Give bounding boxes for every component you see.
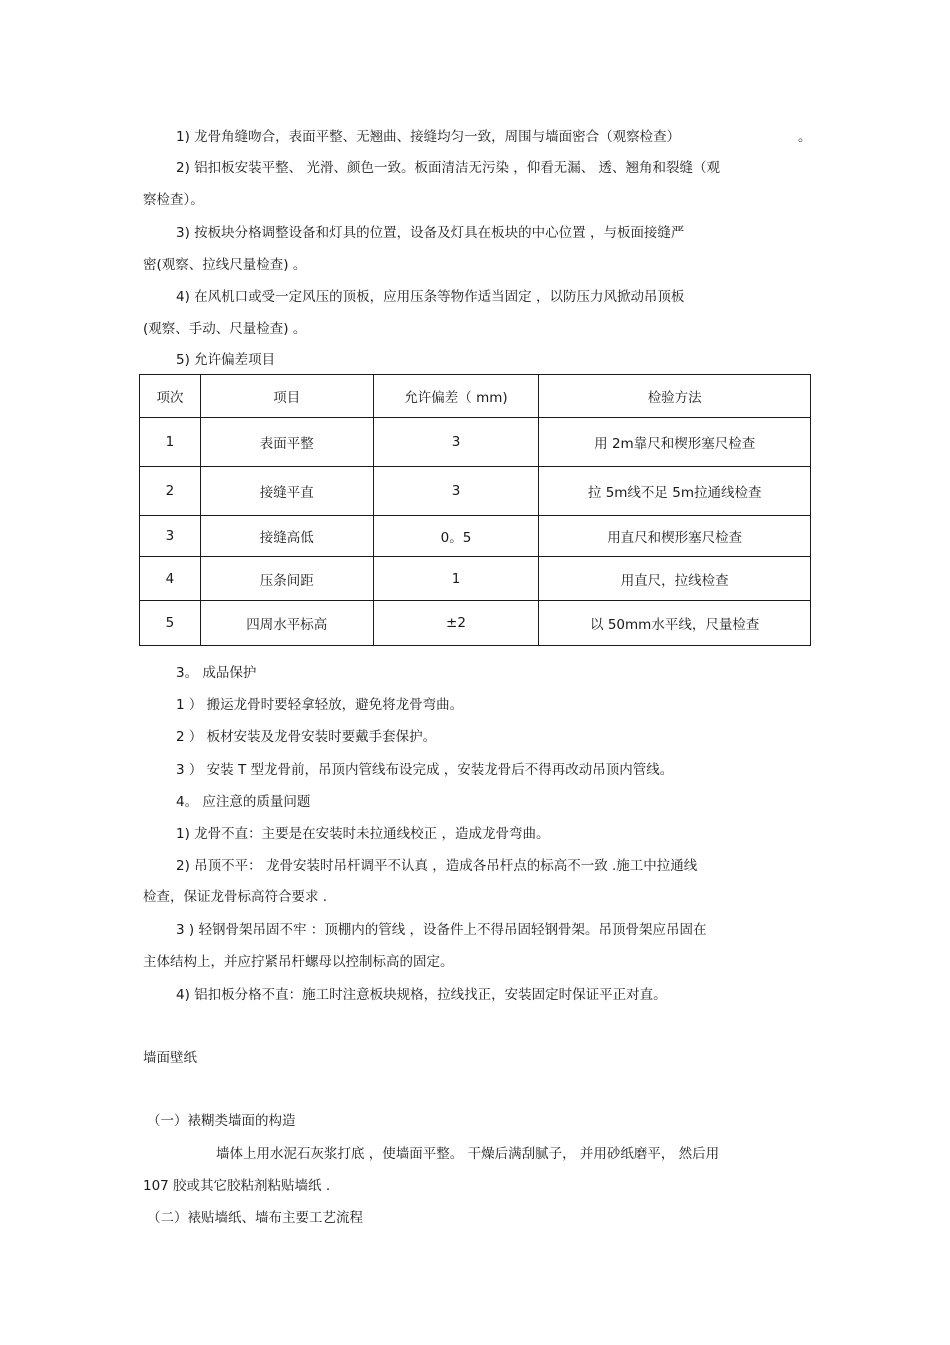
table-cell: 压条间距 [200,557,373,601]
protect-item-3: 3 ） 安装 T 型龙骨前，吊顶内管线布设完成 ，安装龙骨后不得再改动吊顶内管线。 [176,762,674,778]
table-header-row [140,375,811,418]
install-item-3: 3) 按板块分格调整设备和灯具的位置，设备及灯具在板块的中心位置 ，与板面接缝严 [176,225,685,241]
table-cell: 用直尺和楔形塞尺检查 [539,516,811,557]
tolerance-table [139,374,811,646]
protect-item-2: 2 ） 板材安装及龙骨安装时要戴手套保护。 [176,729,437,745]
wallpaper-heading: 墙面壁纸 [143,1050,197,1066]
header-cell: 检验方法 [539,375,811,418]
install-item-2: 2) 铝扣板安装平整、 光滑、颜色一致。板面清洁无污染 ，仰看无漏、 透、翘角和裂缝（观 [176,160,721,176]
table-cell: 5 [140,601,201,646]
quality-item-1: 1) 龙骨不直：主要是在安装时未拉通线校正 ，造成龙骨弯曲。 [176,826,550,842]
table-cell: 接缝高低 [200,516,373,557]
header-cell: 允许偏差（ mm) [373,375,539,418]
table-cell: 3 [140,516,201,557]
quality-item-2-cont: 检查，保证龙骨标高符合要求 . [143,889,328,905]
table-cell: 用 2m靠尺和楔形塞尺检查 [539,418,811,467]
table-cell: 用直尺，拉线检查 [539,557,811,601]
wallpaper-section-1-text-cont: 107 胶或其它胶粘剂粘贴墙纸 . [143,1178,331,1194]
section-quality-title: 4。 应注意的质量问题 [176,794,311,810]
protect-item-1: 1 ） 搬运龙骨时要轻拿轻放，避免将龙骨弯曲。 [176,697,464,713]
table-cell: 3 [373,467,539,516]
table-cell: 拉 5m线不足 5m拉通线检查 [539,467,811,516]
install-item-1-end: 。 [798,129,812,145]
wallpaper-section-1: （一）裱糊类墙面的构造 [147,1113,296,1129]
header-cell: 项次 [140,375,201,418]
install-item-3-cont: 密(观察、拉线尺量检查) 。 [143,257,307,273]
table-row [140,418,811,467]
table-row [140,516,811,557]
install-item-2-cont: 察检查）。 [143,192,204,208]
table-row [140,601,811,646]
table-cell: 1 [373,557,539,601]
table-cell: 2 [140,467,201,516]
table-cell: 表面平整 [200,418,373,467]
wallpaper-section-2: （二）裱贴墙纸、墙布主要工艺流程 [147,1210,363,1226]
quality-item-2: 2) 吊顶不平： 龙骨安装时吊杆调平不认真 ，造成各吊杆点的标高不一致 .施工中拉通线 [176,858,698,874]
wallpaper-section-1-text: 墙体上用水泥石灰浆打底 ，使墙面平整。 干燥后满刮腻子， 并用砂纸磨平， 然后用 [216,1146,720,1162]
install-item-5: 5) 允许偏差项目 [176,352,276,368]
quality-item-4: 4) 铝扣板分格不直：施工时注意板块规格，拉线找正，安装固定时保证平正对直。 [176,987,667,1003]
table-cell: 4 [140,557,201,601]
quality-item-3: 3 ) 轻钢骨架吊固不牢 ：顶棚内的管线 ，设备件上不得吊固轻钢骨架。吊顶骨架应吊固在 [176,922,707,938]
table-cell: 1 [140,418,201,467]
section-protect-title: 3。 成品保护 [176,665,257,681]
table-cell: 四周水平标高 [200,601,373,646]
table-cell: 0。5 [373,516,539,557]
install-item-4: 4) 在风机口或受一定风压的顶板，应用压条等物作适当固定 ，以防压力风掀动吊顶板 [176,289,685,305]
install-item-1: 1) 龙骨角缝吻合，表面平整、无翘曲、接缝均匀一致，周围与墙面密合（观察检查） [176,129,681,145]
table-cell: 以 50mm水平线，尺量检查 [539,601,811,646]
header-cell: 项目 [200,375,373,418]
quality-item-3-cont: 主体结构上，并应拧紧吊杆螺母以控制标高的固定。 [143,954,454,970]
table-cell: ±2 [373,601,539,646]
table-cell: 接缝平直 [200,467,373,516]
table-row [140,557,811,601]
install-item-4-cont: (观察、手动、尺量检查) 。 [143,321,307,337]
table-row [140,467,811,516]
table-cell: 3 [373,418,539,467]
